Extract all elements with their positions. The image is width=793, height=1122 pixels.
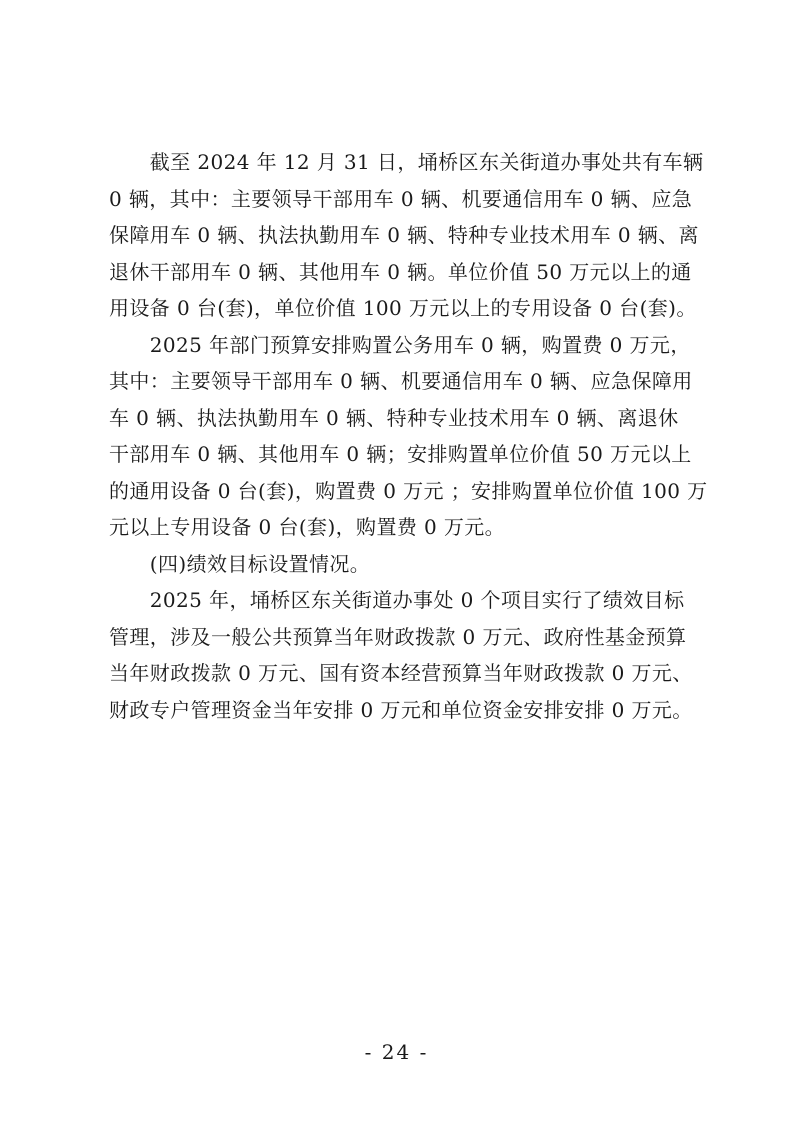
text-line: 用设备 0 台(套)，单位价值 100 万元以上的专用设备 0 台(套)。	[109, 296, 697, 320]
text-line: 截至 2024 年 12 月 31 日，埇桥区东关街道办事处共有车辆	[109, 150, 704, 174]
paragraph-performance-goals	[109, 582, 693, 728]
text-line: 0 辆，其中：主要领导干部用车 0 辆、机要通信用车 0 辆、应急	[109, 186, 693, 211]
text-line: 当年财政拨款 0 万元、国有资本经营预算当年财政拨款 0 万元、	[109, 661, 693, 685]
text-line: 退休干部用车 0 辆、其他用车 0 辆。单位价值 50 万元以上的通	[109, 259, 692, 284]
body-text	[109, 144, 708, 728]
text-line: 2025 年，埇桥区东关街道办事处 0 个项目实行了绩效目标	[109, 588, 685, 612]
text-line: 车 0 辆、执法执勤用车 0 辆、特种专业技术用车 0 辆、离退休	[109, 405, 679, 430]
section-heading-performance-goals	[109, 546, 689, 583]
text-line: 管理，涉及一般公共预算当年财政拨款 0 万元、政府性基金预算	[109, 624, 687, 649]
paragraph-vehicle-holdings	[109, 144, 704, 327]
text-line: 的通用设备 0 台(套)，购置费 0 万元 ；安排购置单位价值 100 万	[109, 478, 708, 503]
text-line: 其中：主要领导干部用车 0 辆、机要通信用车 0 辆、应急保障用	[109, 369, 693, 393]
text-line: 2025 年部门预算安排购置公务用车 0 辆，购置费 0 万元，	[109, 332, 691, 357]
text-line: 财政专户管理资金当年安排 0 万元和单位资金安排安排 0 万元。	[109, 697, 693, 722]
paragraph-vehicle-purchase-budget	[109, 327, 708, 546]
text-line: (四)绩效目标设置情况。	[109, 551, 371, 576]
text-line: 元以上专用设备 0 台(套)，购置费 0 万元。	[109, 515, 506, 539]
text-line: 干部用车 0 辆、其他用车 0 辆；安排购置单位价值 50 万元以上	[109, 442, 692, 466]
text-line: 保障用车 0 辆、执法执勤用车 0 辆、特种专业技术用车 0 辆、离	[109, 223, 699, 247]
page-number: - 24 -	[364, 1040, 429, 1064]
